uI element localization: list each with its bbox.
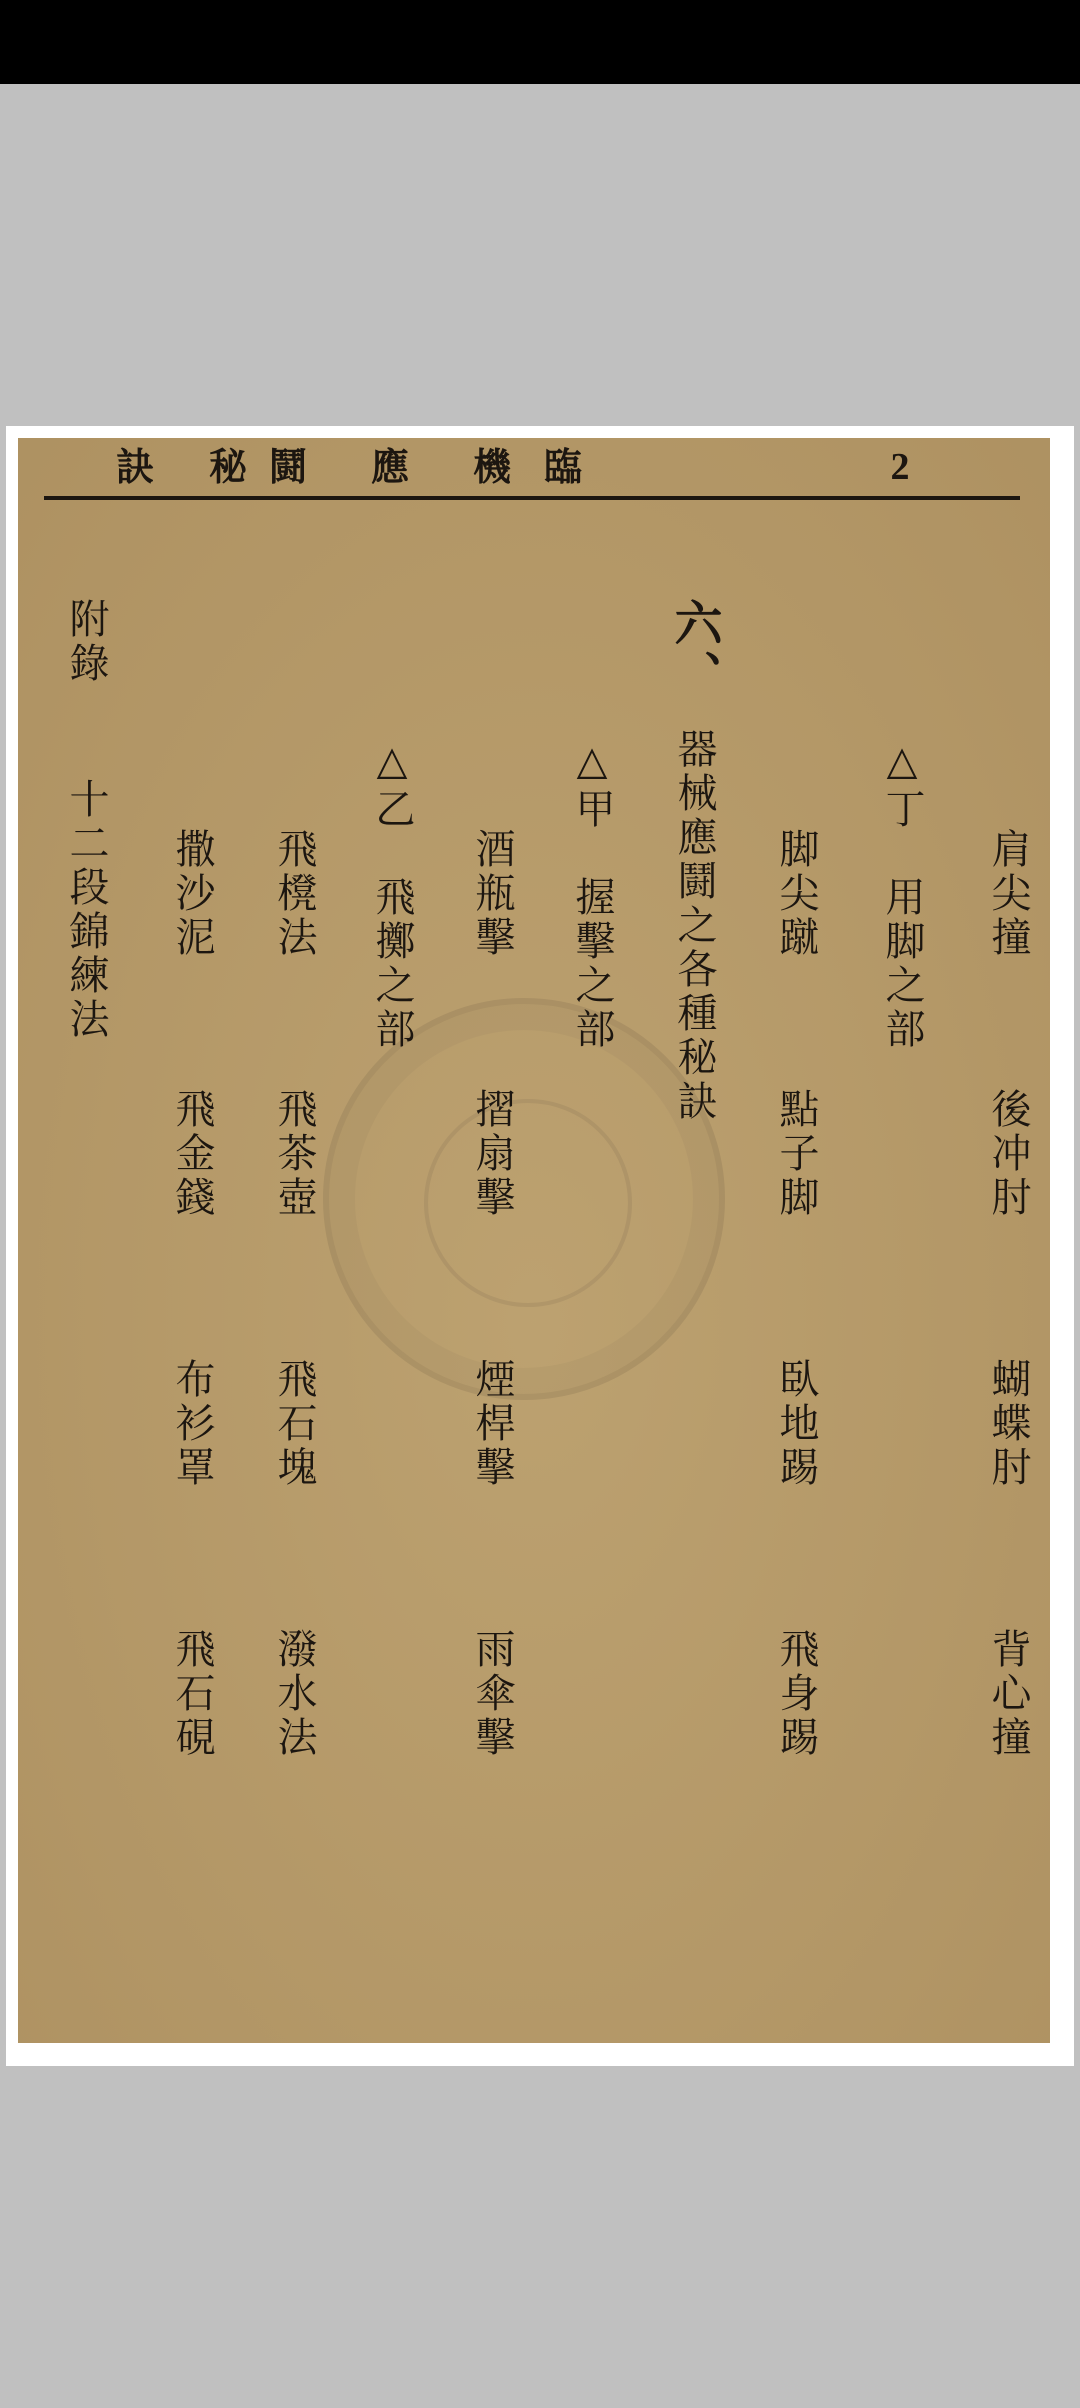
running-header bbox=[18, 438, 1050, 498]
item-jianjianzhuang: 肩尖撞 bbox=[985, 828, 1031, 960]
library-stamp bbox=[323, 998, 725, 1400]
item-beixinzhuang: 背心撞 bbox=[985, 1628, 1031, 1760]
item-yusanji: 雨傘擊 bbox=[469, 1628, 515, 1760]
item-houchongzhou: 後冲肘 bbox=[985, 1088, 1031, 1220]
item-feishenti: 飛身踢 bbox=[773, 1628, 819, 1760]
item-feichahu: 飛茶壺 bbox=[271, 1088, 317, 1220]
item-jiupingji: 酒瓶擊 bbox=[469, 828, 515, 960]
header-char: 訣 bbox=[115, 444, 154, 489]
header-char: 鬪 bbox=[268, 444, 307, 489]
appendix-label: 附錄 bbox=[63, 598, 109, 686]
heading-yi-throw: △乙 飛擲之部 bbox=[369, 738, 415, 1052]
item-hudiezhou: 蝴蝶肘 bbox=[985, 1358, 1031, 1490]
item-yanganji: 煙桿擊 bbox=[469, 1358, 515, 1490]
section-six-number: 六、 bbox=[666, 598, 722, 702]
status-bar bbox=[0, 0, 1080, 84]
item-feishikuai: 飛石塊 bbox=[271, 1358, 317, 1490]
page-number: 2 bbox=[890, 446, 910, 488]
section-six-title: 器械應鬪之各種秘訣 bbox=[671, 728, 717, 1124]
heading-ding-legs: △丁 用脚之部 bbox=[879, 738, 925, 1052]
item-bushanzhao: 布衫罩 bbox=[169, 1358, 215, 1490]
item-feidengfa: 飛櫈法 bbox=[271, 828, 317, 960]
item-dianzijiao: 點子脚 bbox=[773, 1088, 819, 1220]
item-wodiiti: 臥地踢 bbox=[773, 1358, 819, 1490]
item-jiaojiancu: 脚尖蹴 bbox=[773, 828, 819, 960]
item-feishiyan: 飛石硯 bbox=[169, 1628, 215, 1760]
item-feijinqian: 飛金錢 bbox=[169, 1088, 215, 1220]
header-rule bbox=[44, 496, 1020, 500]
header-char: 臨 bbox=[543, 444, 582, 489]
heading-jia-grip: △甲 握擊之部 bbox=[569, 738, 615, 1052]
item-sashani: 撒沙泥 bbox=[169, 828, 215, 960]
item-zheshanji: 摺扇擊 bbox=[469, 1088, 515, 1220]
header-char: 機 bbox=[472, 444, 511, 489]
header-char: 秘 bbox=[208, 444, 247, 489]
page-frame bbox=[6, 426, 1074, 2066]
item-poshuifa: 潑水法 bbox=[271, 1628, 317, 1760]
scanned-page bbox=[18, 438, 1050, 2043]
header-char: 應 bbox=[370, 444, 409, 489]
appendix-title: 十二段錦練法 bbox=[63, 778, 109, 1042]
